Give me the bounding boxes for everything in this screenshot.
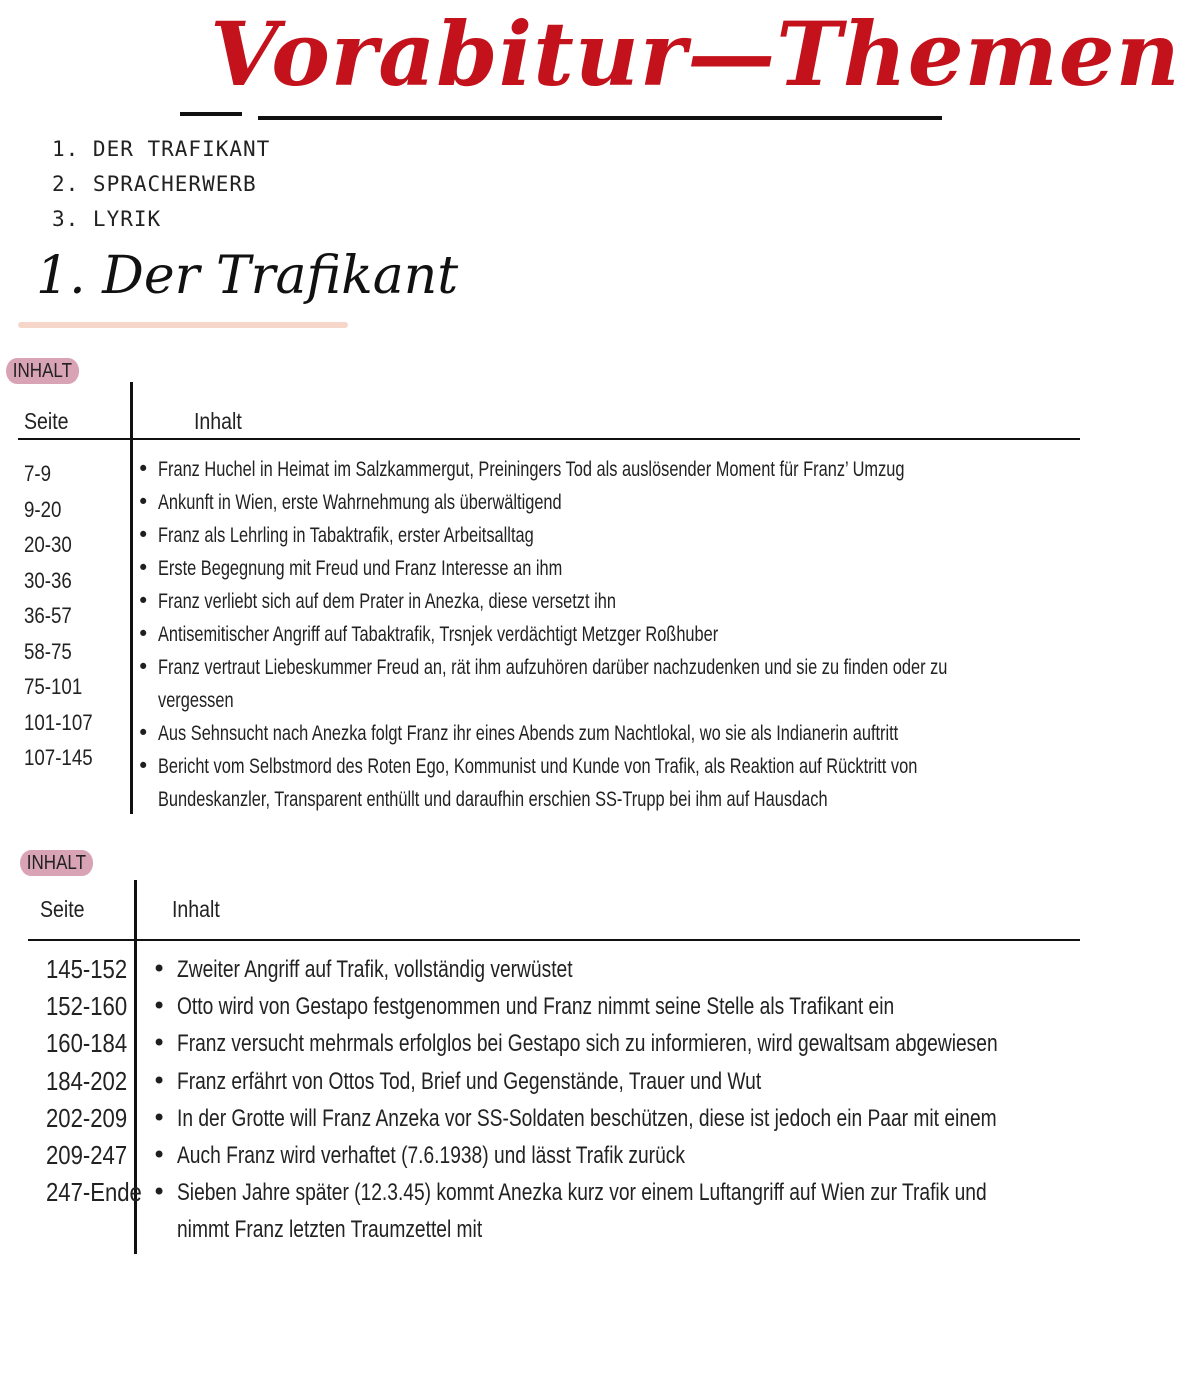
page-range: 160-184	[46, 1028, 128, 1059]
topic-item: 1. DER TRAFIKANT	[52, 137, 271, 161]
list-item	[152, 1025, 1078, 1062]
bullet: •	[137, 490, 150, 514]
page-header	[0, 0, 1181, 130]
bullet: •	[137, 457, 150, 481]
list-item	[137, 552, 1077, 585]
table-column-divider	[130, 382, 133, 814]
item-text: Erste Begegnung mit Freud und Franz Interesse an ihm	[158, 557, 563, 580]
item-text-continued: nimmt Franz letzten Traumzettel mit	[177, 1216, 483, 1244]
bullet: •	[137, 622, 150, 646]
item-text: Auch Franz wird verhaftet (7.6.1938) und lässt Trafik zurück	[177, 1141, 685, 1169]
bullet: •	[152, 955, 167, 983]
page-range: 36-57	[24, 603, 72, 628]
list-item	[137, 651, 1077, 717]
item-text: Zweiter Angriff auf Trafik, vollständig verwüstet	[177, 956, 573, 983]
page-range: 209-247	[46, 1139, 128, 1170]
column-header-seite: Seite	[40, 896, 85, 922]
content-column	[152, 951, 1078, 1249]
page-title: Vorabitur—Themen	[210, 2, 1181, 106]
page-range: 30-36	[24, 567, 72, 593]
item-text: Otto wird von Gestapo festgenommen und Franz nimmt seine Stelle als Trafikant ein	[177, 993, 895, 1021]
list-item	[137, 618, 1077, 651]
bullet: •	[152, 1066, 167, 1095]
item-text: Franz erfährt von Ottos Tod, Brief und Gegenstände, Trauer und Wut	[177, 1067, 762, 1095]
item-text: Ankunft in Wien, erste Wahrnehmung als überwältigend	[158, 491, 562, 514]
item-text: Aus Sehnsucht nach Anezka folgt Franz ihr eines Abends zum Nachtlokal, wo sie als Indianerin auftritt	[158, 722, 899, 745]
bullet: •	[137, 523, 150, 547]
column-header-inhalt: Inhalt	[172, 896, 220, 922]
item-text: Franz als Lehrling in Tabaktrafik, erster Arbeitsalltag	[158, 524, 534, 547]
list-item	[152, 1100, 1078, 1137]
page-range: 247-Ende	[46, 1177, 142, 1208]
table-header-divider	[28, 939, 1080, 941]
section-title: 1. Der Trafikant	[36, 246, 459, 306]
item-text: Franz Huchel in Heimat im Salzkammergut, Preiningers Tod als auslösender Moment für Franz’ Umzug	[158, 458, 905, 481]
page-range: 202-209	[46, 1102, 128, 1133]
page-range: 184-202	[46, 1065, 128, 1096]
list-item	[152, 951, 1078, 988]
inhalt-badge: INHALT	[6, 358, 79, 384]
list-item	[152, 1137, 1078, 1174]
bullet: •	[137, 589, 150, 613]
item-text: Bericht vom Selbstmord des Roten Ego, Kommunist und Kunde von Trafik, als Reaktion auf Rücktritt von	[158, 755, 918, 778]
page-range-column	[46, 951, 159, 1211]
bullet: •	[137, 721, 150, 745]
page-range: 101-107	[24, 709, 93, 735]
topic-item: 2. SPRACHERWERB	[52, 172, 257, 196]
column-header-seite: Seite	[24, 408, 69, 434]
item-text: Antisemitischer Angriff auf Tabaktrafik, Trsnjek verdächtigt Metzger Roßhuber	[158, 623, 719, 646]
page-range: 152-160	[46, 991, 128, 1022]
topic-item: 3. LYRIK	[52, 207, 162, 231]
bullet: •	[152, 992, 167, 1021]
list-item	[137, 717, 1077, 750]
list-item	[152, 1063, 1078, 1100]
item-text: In der Grotte will Franz Anzeka vor SS-Soldaten beschützen, diese ist jedoch ein Paar mit einem	[177, 1104, 997, 1132]
bullet: •	[137, 754, 150, 778]
item-text: Sieben Jahre später (12.3.45) kommt Anezka kurz vor einem Luftangriff auf Wien zur Trafik und	[177, 1179, 987, 1207]
topic-list	[52, 132, 270, 237]
bullet: •	[137, 655, 150, 679]
page-range: 107-145	[24, 745, 93, 770]
section-underline	[18, 322, 348, 328]
list-item	[137, 486, 1077, 519]
list-item	[137, 585, 1077, 618]
page-range: 75-101	[24, 674, 83, 699]
item-text-continued: Bundeskanzler, Transparent enthüllt und daraufhin erschien SS-Trupp bei ihm auf Hausdach	[158, 788, 828, 811]
page-range: 58-75	[24, 638, 72, 664]
inhalt-badge: INHALT	[20, 850, 93, 876]
table-header-divider	[18, 438, 1080, 440]
item-text-continued: vergessen	[158, 689, 234, 712]
page-range: 9-20	[24, 496, 62, 522]
item-text: Franz verliebt sich auf dem Prater in Anezka, diese versetzt ihn	[158, 590, 616, 613]
page-range: 20-30	[24, 532, 72, 557]
list-item	[152, 988, 1078, 1025]
bullet: •	[152, 1029, 167, 1058]
list-item	[137, 519, 1077, 552]
bullet: •	[152, 1140, 167, 1169]
page-range-column	[24, 456, 105, 776]
content-column	[137, 453, 1077, 816]
bullet: •	[152, 1178, 167, 1207]
page-range: 145-152	[46, 954, 128, 984]
column-header-inhalt: Inhalt	[194, 408, 242, 434]
bullet: •	[152, 1103, 167, 1132]
list-item	[137, 750, 1077, 816]
item-text: Franz vertraut Liebeskummer Freud an, rät ihm aufzuhören darüber nachzudenken und sie zu finden oder zu	[158, 656, 948, 679]
page-range: 7-9	[24, 461, 52, 486]
title-underline	[258, 116, 942, 120]
list-item	[152, 1174, 1078, 1248]
list-item	[137, 453, 1077, 486]
title-dash	[180, 112, 242, 116]
bullet: •	[137, 556, 150, 580]
item-text: Franz versucht mehrmals erfolglos bei Gestapo sich zu informieren, wird gewaltsam abgewiesen	[177, 1030, 998, 1058]
